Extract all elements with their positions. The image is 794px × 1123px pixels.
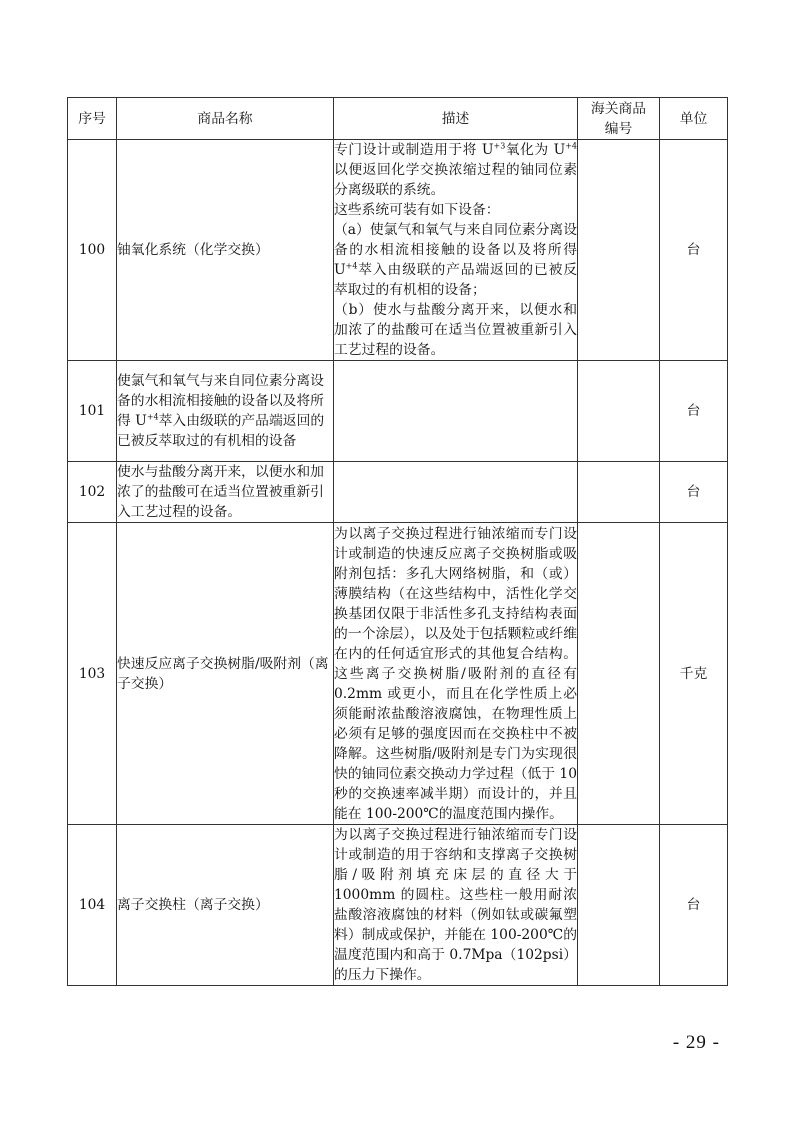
row-unit: 台 <box>660 825 728 986</box>
row-customs-code <box>578 825 660 986</box>
header-name: 商品名称 <box>117 98 334 140</box>
desc-text: 专门设计或制造用于将 U <box>334 142 494 158</box>
page-number: - 29 - <box>672 1032 720 1053</box>
table-header-row <box>68 98 728 140</box>
row-desc <box>334 361 578 462</box>
row-name: 铀氧化系统（化学交换） <box>117 140 334 361</box>
desc-text: 氧化为 U <box>505 142 566 158</box>
row-customs-code <box>578 523 660 825</box>
header-customs-code <box>578 98 660 140</box>
row-name <box>117 361 334 462</box>
row-customs-code <box>578 140 660 361</box>
table-row <box>68 462 728 523</box>
row-customs-code <box>578 462 660 523</box>
superscript: +4 <box>146 412 159 422</box>
row-unit: 台 <box>660 140 728 361</box>
row-seq: 103 <box>68 523 117 825</box>
row-unit: 台 <box>660 361 728 462</box>
desc-paragraph <box>334 140 577 200</box>
row-desc <box>334 140 578 361</box>
row-desc: 为以离子交换过程进行铀浓缩而专门设计或制造的用于容纳和支撑离子交换树脂/吸附剂填充床层的直径大于 1000mm 的圆柱。这些柱一般用耐浓盐酸溶液腐蚀的材料（例如钛或碳氟塑料）制成或保护，并能在 100-200℃的温度范围内和高于 0.7Mpa（102psi）的压力下操作。 <box>334 825 578 986</box>
header-seq: 序号 <box>68 98 117 140</box>
row-desc: 为以离子交换过程进行铀浓缩而专门设计或制造的快速反应离子交换树脂或吸附剂包括：多孔大网络树脂，和（或）薄膜结构（在这些结构中，活性化学交换基团仅限于非活性多孔支持结构表面的一个涂层），以及处于包括颗粒或纤维在内的任何适宜形式的其他复合结构。这些离子交换树脂/吸附剂的直径有 0.2mm 或更小，而且在化学性质上必须能耐浓盐酸溶液腐蚀，在物理性质上必须有足够的强度因而在交换柱中不被降解。这些树脂/吸附剂是专门为实现很快的铀同位素交换动力学过程（低于 10 秒的交换速率减半期）而设计的，并且能在 100-200℃的温度范围内操作。 <box>334 523 578 825</box>
name-text: 使氯气和氧气与来自同位素分离设备的水相流相接触的设备以及将所得 U <box>117 373 324 429</box>
table-row <box>68 361 728 462</box>
desc-paragraph <box>334 220 577 300</box>
desc-paragraph: （b）使水与盐酸分离开来，以便水和加浓了的盐酸可在适当位置被重新引入工艺过程的设备。 <box>334 302 577 358</box>
header-customs-code-line2: 编号 <box>604 120 633 137</box>
row-seq: 104 <box>68 825 117 986</box>
row-desc <box>334 462 578 523</box>
header-desc: 描述 <box>334 98 578 140</box>
row-customs-code <box>578 361 660 462</box>
desc-text: 萃入由级联的产品端返回的已被反萃取过的有机相的设备； <box>334 262 577 298</box>
desc-paragraph: 这些系统可装有如下设备： <box>334 202 500 218</box>
row-name: 快速反应离子交换树脂/吸附剂（离子交换） <box>117 523 334 825</box>
table-row <box>68 825 728 986</box>
name-text: 萃入由级联的产品端返回的已被反萃取过的有机相的设备 <box>117 413 325 449</box>
table-row <box>68 523 728 825</box>
header-unit: 单位 <box>660 98 728 140</box>
row-name: 离子交换柱（离子交换） <box>117 825 334 986</box>
row-unit: 千克 <box>660 523 728 825</box>
commodity-table <box>67 97 728 986</box>
header-customs-code-line1: 海关商品 <box>590 100 647 117</box>
desc-text: （a）使氯气和氧气与来自同位素分离设备的水相流相接触的设备以及将所得 U <box>334 222 577 278</box>
row-seq: 101 <box>68 361 117 462</box>
row-seq: 100 <box>68 140 117 361</box>
superscript: +4 <box>345 261 358 271</box>
desc-text: 以便返回化学交换浓缩过程的铀同位素分离级联的系统。 <box>334 162 577 198</box>
superscript: +3 <box>493 141 506 151</box>
superscript: +4 <box>565 141 578 151</box>
row-unit: 台 <box>660 462 728 523</box>
row-seq: 102 <box>68 462 117 523</box>
table-row <box>68 140 728 361</box>
row-name: 使水与盐酸分离开来，以便水和加浓了的盐酸可在适当位置被重新引入工艺过程的设备。 <box>117 462 334 523</box>
